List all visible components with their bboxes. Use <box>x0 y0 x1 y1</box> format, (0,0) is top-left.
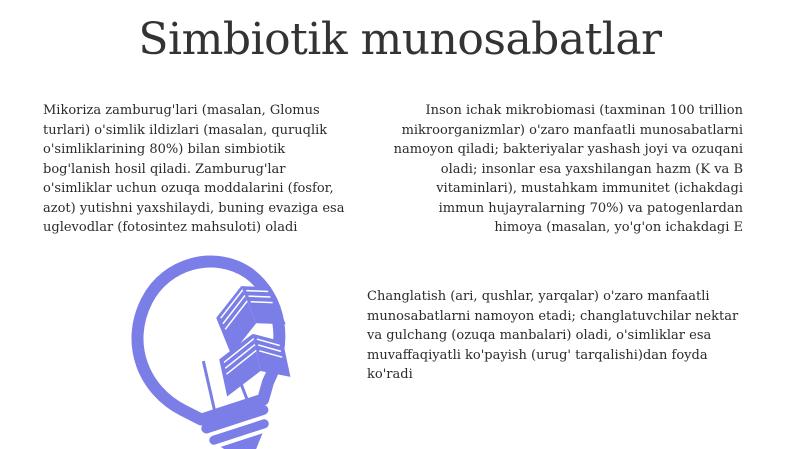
mycorrhiza-paragraph: Mikoriza zamburug'lari (masalan, Glomus turlari) o'simlik ildizlari (masalan, quruqlik o'simliklarining 80%) bilan simbiotik bog'lanish hosil qiladi. Zamburug'lar o'simliklar uchun ozuqa moddalarini (fosfor, azot) yutishni yaxshilaydi, buning evaziga esa uglevodlar (fotosintez mahsuloti) oladi <box>43 103 345 235</box>
slide-title: Simbiotik munosabatlar <box>138 14 662 65</box>
pollination-paragraph: Changlatish (ari, qushlar, yarqalar) o'zaro manfaatli munosabatlarni namoyon etadi; changlatuvchilar nektar va gulchang (ozuqa manbalari) oladi, o'simliklar esa muvaffaqiyatli ko'payish (urug' tarqalishi)dan foyda ko'radi <box>367 289 739 382</box>
lightbulb-book-icon <box>95 250 315 449</box>
microbiome-paragraph: Inson ichak mikrobiomasi (taxminan 100 trillion mikroorganizmlar) o'zaro manfaatli munosabatlarni namoyon qiladi; bakteriyalar yashash joyi va ozuqani oladi; insonlar esa yaxshilangan hazm (K va B vitaminlari), mustahkam immunitet (ichakdagi immun hujayralarning 70%) va patogenlardan himoya (masalan, yo'g'on ichakdagi E <box>393 103 743 235</box>
